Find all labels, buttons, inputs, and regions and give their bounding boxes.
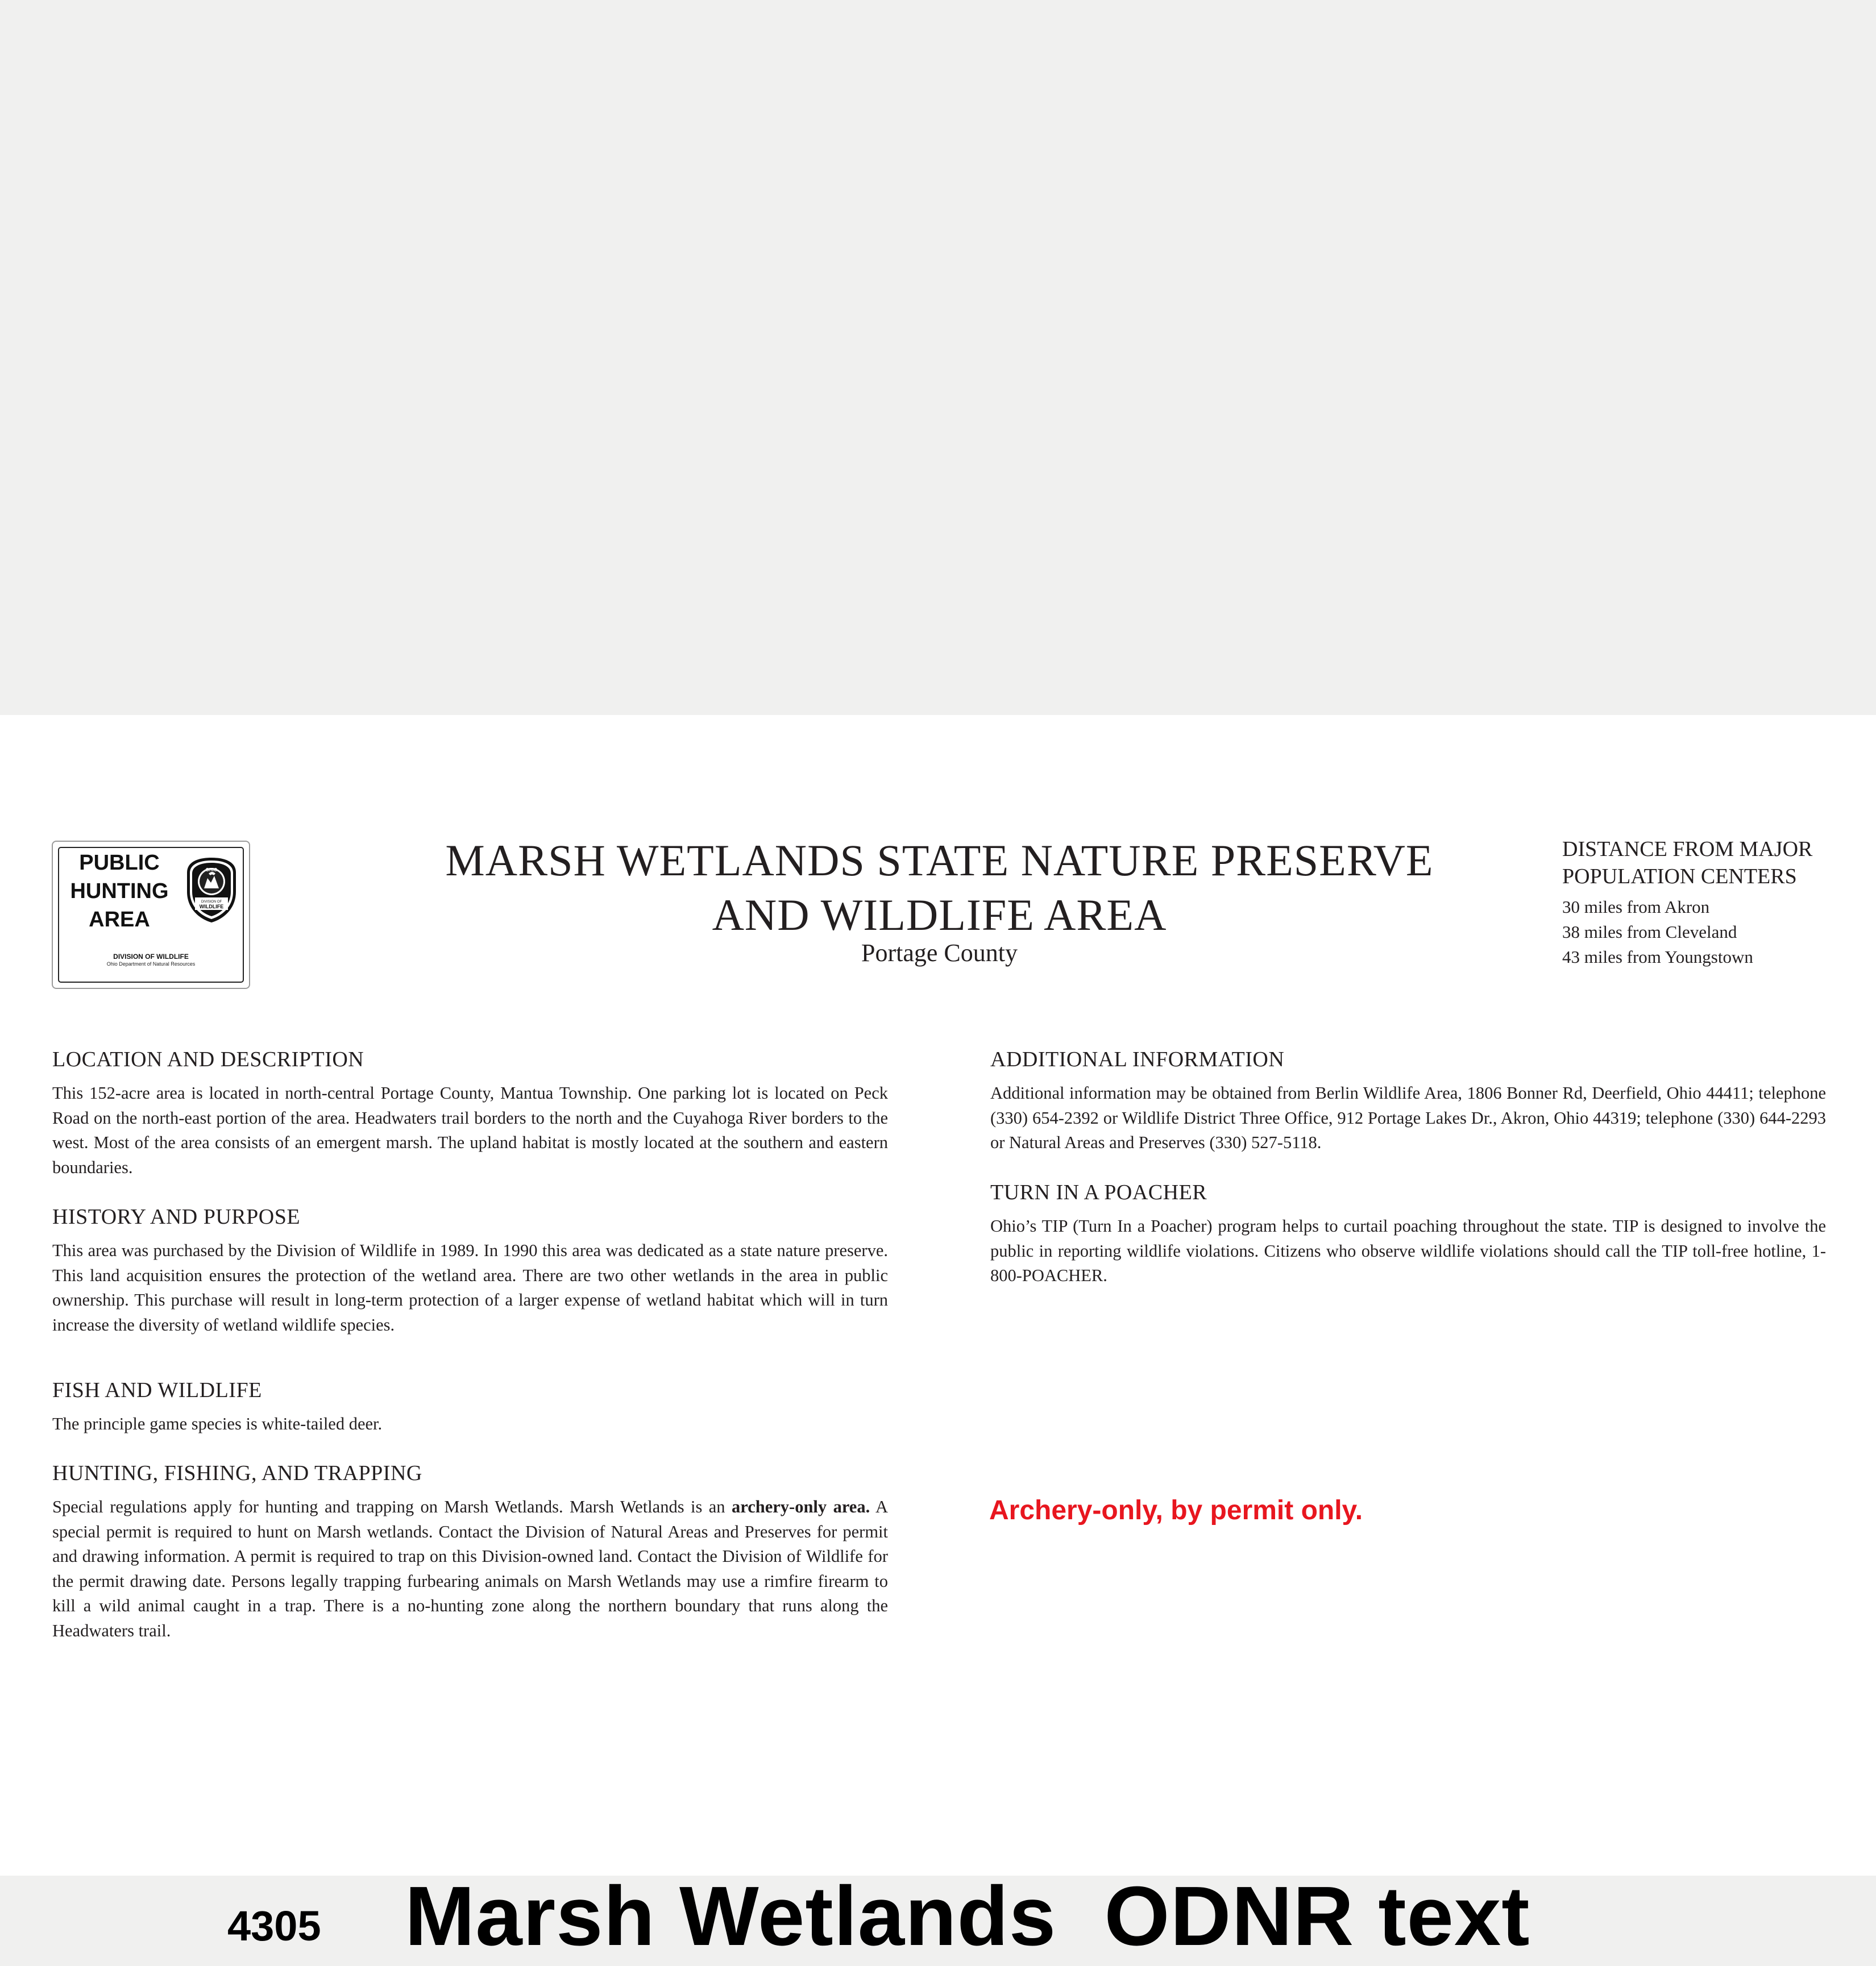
sign-line-area: AREA xyxy=(89,908,150,932)
distance-block xyxy=(1562,836,1858,970)
distance-item: 38 miles from Cleveland xyxy=(1562,922,1737,942)
badge-bottom-text-1: DIVISION OF xyxy=(201,900,222,904)
fish-wildlife-heading: FISH AND WILDLIFE xyxy=(52,1378,262,1402)
hunting-body-start: Special regulations apply for hunting and trapping on Marsh Wetlands. Marsh Wetlands is an xyxy=(52,1497,732,1516)
page-title xyxy=(398,833,1481,942)
archery-note: Archery-only, by permit only. xyxy=(989,1495,1363,1526)
footer-title: Marsh Wetlands ODNR text xyxy=(405,1869,1530,1963)
history-heading: HISTORY AND PURPOSE xyxy=(52,1205,301,1229)
hunting-body-end: A special permit is required to hunt on Marsh wetlands. Contact the Division of Natural Areas and Preserves for permit and drawing information. A permit is required to trap on this Division-owned land. Contact the Division of Wildlife for the permit drawing date. Persons legally trapping furbearing animals on Marsh Wetlands may use a rimfire firearm to kill a wild animal caught in a trap. There is a no-hunting zone along the northern boundary that runs along the Headwaters trail. xyxy=(52,1497,888,1640)
hunting-heading: HUNTING, FISHING, AND TRAPPING xyxy=(52,1461,422,1485)
history-body: This area was purchased by the Division of Wildlife in 1989. In 1990 this area was dedicated as a state nature preserve. This land acquisition ensures the protection of the wetland area. There are two other wetlands in the area in public ownership. This purchase will result in long-term protection of a larger expense of wetland habitat which will in turn increase the diversity of wetland wildlife species. xyxy=(52,1241,888,1335)
badge-bottom-text-2: WILDLIFE xyxy=(199,904,224,909)
location-section xyxy=(52,1046,888,1180)
distance-item: 30 miles from Akron xyxy=(1562,897,1710,917)
footer-number: 4305 xyxy=(227,1902,321,1950)
additional-info-section xyxy=(990,1046,1826,1156)
public-hunting-area-sign-logo xyxy=(52,841,250,989)
page-title-line-2: AND WILDLIFE AREA xyxy=(712,890,1167,940)
poacher-heading: TURN IN A POACHER xyxy=(990,1181,1207,1204)
hunting-body-bold: archery-only area. xyxy=(731,1497,870,1516)
fish-wildlife-section xyxy=(52,1377,888,1437)
fish-wildlife-body: The principle game species is white-tailed deer. xyxy=(52,1414,383,1433)
hunting-section xyxy=(52,1460,888,1643)
distance-heading-line-2: POPULATION CENTERS xyxy=(1562,864,1797,888)
sign-division-text: DIVISION OF WILDLIFE xyxy=(113,953,189,961)
poacher-section xyxy=(990,1179,1826,1289)
sign-department-text: Ohio Department of Natural Resources xyxy=(106,961,196,967)
page-title-line-1: MARSH WETLANDS STATE NATURE PRESERVE xyxy=(445,836,1434,885)
wildlife-badge-icon xyxy=(186,857,237,924)
history-section xyxy=(52,1203,888,1337)
hunting-body xyxy=(52,1495,888,1643)
sign-line-hunting: HUNTING xyxy=(70,879,169,903)
sign-line-public: PUBLIC xyxy=(79,851,160,875)
sign-text xyxy=(60,849,179,934)
county-subtitle: Portage County xyxy=(861,939,1018,967)
badge-top-text: OHIO xyxy=(205,867,218,872)
additional-info-heading: ADDITIONAL INFORMATION xyxy=(990,1048,1285,1071)
additional-info-body: Additional information may be obtained from Berlin Wildlife Area, 1806 Bonner Rd, Deerfield, Ohio 44411; telephone (330) 654-2392 or Wildlife District Three Office, 912 Portage Lakes Dr., Akron, Ohio 44319; telephone (330) 644-2293 or Natural Areas and Preserves (330) 527-5118. xyxy=(990,1083,1826,1152)
location-heading: LOCATION AND DESCRIPTION xyxy=(52,1048,364,1071)
distance-heading-line-1: DISTANCE FROM MAJOR xyxy=(1562,837,1813,861)
distance-item: 43 miles from Youngstown xyxy=(1562,947,1753,967)
poacher-body: Ohio’s TIP (Turn In a Poacher) program helps to curtail poaching throughout the state. TIP is designed to involve the public in reporting wildlife violations. Citizens who observe wildlife violations should call the TIP toll-free hotline, 1-800-POACHER. xyxy=(990,1216,1826,1285)
location-body: This 152-acre area is located in north-central Portage County, Mantua Township. One parking lot is located on Peck Road on the north-east portion of the area. Headwaters trail borders to the north and the Cuyahoga River borders to the west. Most of the area consists of an emergent marsh. The upland habitat is mostly located at the southern and eastern boundaries. xyxy=(52,1083,888,1177)
top-placeholder-area xyxy=(0,0,1876,715)
